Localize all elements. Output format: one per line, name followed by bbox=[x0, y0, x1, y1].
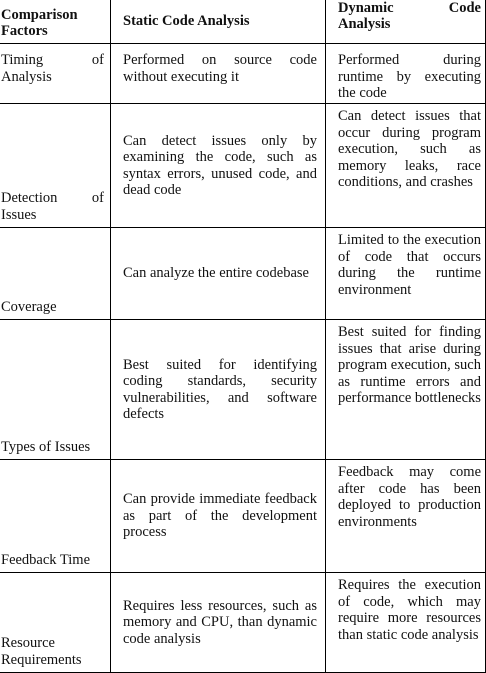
factor-label: Detection of Issues bbox=[1, 190, 104, 223]
header-label: Static Code Analysis bbox=[123, 12, 250, 29]
dynamic-text: Best suited for finding issues that arise during program execution, such as runtime errors and performance bottlenecks bbox=[338, 324, 481, 406]
static-cell-coverage bbox=[111, 228, 326, 320]
factor-label: Types of Issues bbox=[1, 438, 91, 455]
static-cell-detection bbox=[111, 104, 326, 228]
factor-cell-coverage bbox=[0, 228, 111, 320]
dynamic-text: Can detect issues that occur during program execution, such as memory leaks, race conditions, and crashes bbox=[338, 108, 481, 190]
dynamic-cell-resources bbox=[326, 573, 486, 673]
header-label: Dynamic Code Analysis bbox=[338, 0, 481, 32]
dynamic-text: Performed during runtime by executing the code bbox=[338, 52, 481, 101]
factor-cell-feedback bbox=[0, 460, 111, 573]
factor-label: Coverage bbox=[1, 298, 57, 315]
dynamic-cell-coverage bbox=[326, 228, 486, 320]
factor-cell-types bbox=[0, 320, 111, 460]
static-text: Requires less resources, such as memory and CPU, than dynamic code analysis bbox=[123, 597, 317, 647]
static-text: Can analyze the entire codebase bbox=[123, 265, 309, 282]
factor-cell-detection bbox=[0, 104, 111, 228]
dynamic-cell-types bbox=[326, 320, 486, 460]
header-dynamic-code-analysis bbox=[326, 0, 486, 44]
factor-label: Timing of Analysis bbox=[1, 52, 104, 85]
factor-cell-resources bbox=[0, 573, 111, 673]
header-comparison-factors bbox=[0, 0, 111, 44]
static-cell-timing bbox=[111, 44, 326, 104]
dynamic-text: Feedback may come after code has been deployed to production environments bbox=[338, 464, 481, 530]
header-label: Comparison Factors bbox=[1, 7, 78, 39]
dynamic-cell-detection bbox=[326, 104, 486, 228]
header-static-code-analysis bbox=[111, 0, 326, 44]
static-cell-types bbox=[111, 320, 326, 460]
static-text: Best suited for identifying coding standards, security vulnerabilities, and software defects bbox=[123, 356, 317, 422]
static-cell-feedback bbox=[111, 460, 326, 573]
dynamic-text: Requires the execution of code, which may require more resources than static code analysis bbox=[338, 577, 481, 643]
factor-label: Resource Requirements bbox=[1, 635, 82, 668]
dynamic-cell-feedback bbox=[326, 460, 486, 573]
dynamic-cell-timing bbox=[326, 44, 486, 104]
static-text: Can detect issues only by examining the code, such as syntax errors, unused code, and dead code bbox=[123, 132, 317, 198]
static-text: Performed on source code without executing it bbox=[123, 52, 317, 85]
dynamic-text: Limited to the execution of code that occurs during the runtime environment bbox=[338, 232, 481, 298]
static-text: Can provide immediate feedback as part of the development process bbox=[123, 491, 317, 541]
factor-cell-timing bbox=[0, 44, 111, 104]
static-cell-resources bbox=[111, 573, 326, 673]
factor-label: Feedback Time bbox=[1, 551, 91, 568]
